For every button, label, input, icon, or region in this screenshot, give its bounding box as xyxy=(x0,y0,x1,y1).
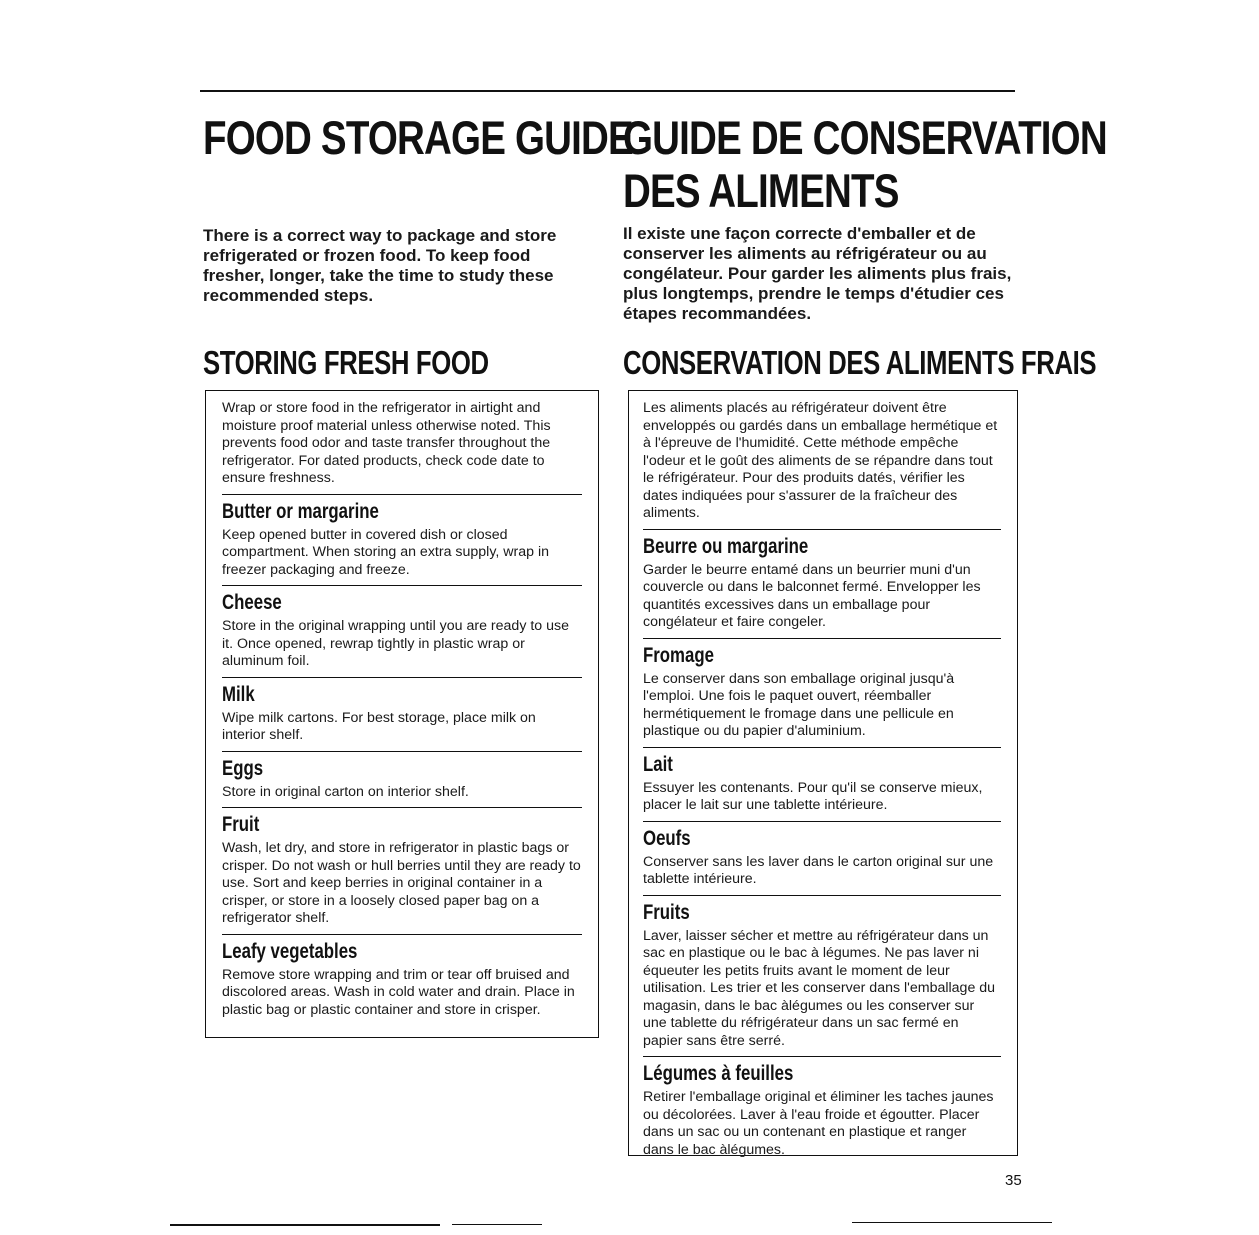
entry-title: Butter or margarine xyxy=(222,499,379,523)
entry-fr-fromage xyxy=(643,638,1001,741)
section-title-en: STORING FRESH FOOD xyxy=(203,344,489,381)
storage-box-en xyxy=(205,390,599,1038)
top-rule xyxy=(200,90,1015,92)
entry-fr-oeufs xyxy=(643,821,1001,889)
bottom-rule-middle xyxy=(452,1224,542,1225)
entry-title: Fruit xyxy=(222,813,260,836)
page-title-fr-line2: DES ALIMENTS xyxy=(623,164,899,217)
entry-title: Leafy vegetables xyxy=(222,939,358,963)
section-title-fr: CONSERVATION DES ALIMENTS FRAIS xyxy=(623,344,1097,381)
entry-fr-legumes xyxy=(643,1056,1001,1159)
entry-text: Wipe milk cartons. For best storage, place milk on interior shelf. xyxy=(222,709,536,743)
bottom-rule-left xyxy=(170,1224,440,1226)
page-number: 35 xyxy=(1005,1172,1022,1189)
box-intro-en: Wrap or store food in the refrigerator in airtight and moisture proof material unless otherwise noted. This prevents food odor and taste transfer throughout the refrigerator. For dated products, check code date to ensure freshness. xyxy=(222,400,551,486)
entry-en-fruit xyxy=(222,807,582,928)
entry-text: Le conserver dans son emballage original jusqu'à l'emploi. Une fois le paquet ouvert, réemballer hermétiquement le fromage dans une pellicule en plastique ou du papier d'aluminium. xyxy=(643,670,955,739)
intro-en: There is a correct way to package and store refrigerated or frozen food. To keep food fresher, longer, take the time to study these recommended steps. xyxy=(203,226,557,305)
entry-title: Eggs xyxy=(222,756,264,780)
entry-text: Retirer l'emballage original et éliminer les taches jaunes ou décolorées. Laver à l'eau froide et égoutter. Placer dans un sac ou un contenant en plastique et ranger dans le bac àlégumes. xyxy=(643,1089,994,1158)
entry-title: Fruits xyxy=(643,900,690,924)
intro-fr: Il existe une façon correcte d'emballer et de conserver les aliments au réfrigérateur ou au congélateur. Pour garder les aliments plus frais, plus longtemps, prendre le temps d'étudier ces étapes recommandées. xyxy=(623,224,1012,323)
entry-title: Beurre ou margarine xyxy=(643,534,809,558)
entry-text: Keep opened butter in covered dish or closed compartment. When storing an extra supply, wrap in freezer packaging and freeze. xyxy=(222,526,549,578)
entry-title: Cheese xyxy=(222,591,282,614)
entry-text: Essuyer les contenants. Pour qu'il se conserve mieux, placer le lait sur une tablette intérieure. xyxy=(643,779,983,813)
storage-box-fr xyxy=(628,390,1018,1156)
entry-text: Store in the original wrapping until you are ready to use it. Once opened, rewrap tightly in plastic wrap or aluminum foil. xyxy=(222,618,570,669)
entry-fr-lait xyxy=(643,747,1001,815)
entry-en-butter xyxy=(222,494,582,580)
entry-title: Fromage xyxy=(643,643,714,667)
box-intro-fr: Les aliments placés au réfrigérateur doivent être enveloppés ou gardés dans un emballage hermétique et à l'épreuve de l'humidité. Cette méthode empêche l'odeur et le goût des aliments de se répandre dans tout le réfrigérateur. Pour des produits datés, vérifier les dates indiquées pour s'assurer de la fraîcheur des aliments. xyxy=(643,400,998,521)
entry-en-cheese xyxy=(222,585,582,671)
entry-text: Laver, laisser sécher et mettre au réfrigérateur dans un sac en plastique ou le bac à légumes. Ne pas laver ni équeuter les petits fruits avant le moment de leur utilisation. Les trier et les conserver dans l'emballage du magasin, dans le bac àlégumes ou les conserver sur une tablette du réfrigérateur dans un sac fermé en papier sans être serré. xyxy=(643,927,996,1049)
entry-text: Wash, let dry, and store in refrigerator in plastic bags or crisper. Do not wash or hull berries until they are ready to use. Sort and keep berries in original container in a crisper, or store in a loosely closed paper bag on a refrigerator shelf. xyxy=(222,840,581,926)
entry-en-milk xyxy=(222,677,582,745)
entry-en-leafy xyxy=(222,934,582,1020)
bottom-rule-right xyxy=(852,1222,1052,1223)
entry-en-eggs xyxy=(222,751,582,802)
entry-fr-beurre xyxy=(643,529,1001,632)
page-title-fr-line1: GUIDE DE CONSERVATION xyxy=(623,111,1107,164)
entry-title: Oeufs xyxy=(643,826,691,850)
entry-title: Légumes à feuilles xyxy=(643,1062,794,1085)
entry-text: Garder le beurre entamé dans un beurrier muni d'un couvercle ou dans le balconnet fermé. Envelopper les quantités excessives dans un emballage pour congélateur et faire congeler. xyxy=(643,561,981,630)
entry-text: Store in original carton on interior shelf. xyxy=(222,783,469,800)
page-title-en: FOOD STORAGE GUIDE xyxy=(203,111,633,164)
entry-title: Lait xyxy=(643,752,673,776)
entry-fr-fruits xyxy=(643,895,1001,1051)
entry-title: Milk xyxy=(222,682,255,706)
entry-text: Remove store wrapping and trim or tear off bruised and discolored areas. Wash in cold water and drain. Place in plastic bag or plastic container and store in crisper. xyxy=(222,966,575,1018)
entry-text: Conserver sans les laver dans le carton original sur une tablette intérieure. xyxy=(643,853,994,887)
